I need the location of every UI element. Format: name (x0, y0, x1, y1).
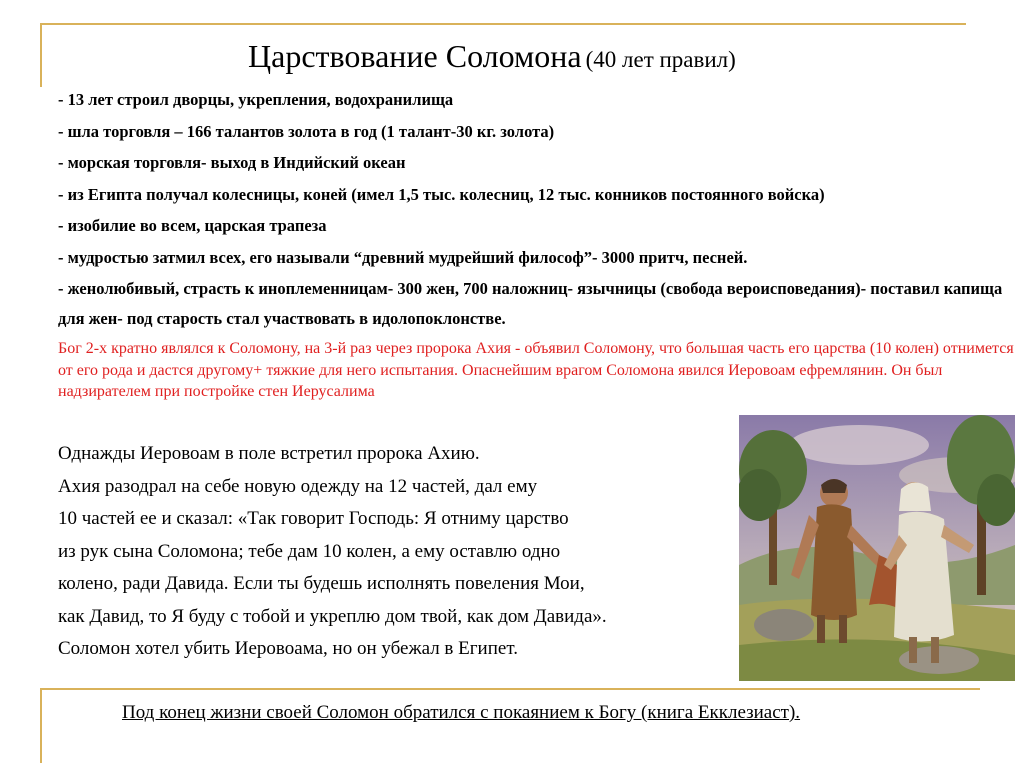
story-line: Соломон хотел убить Иеровоама, но он убежал в Египет. (58, 638, 518, 659)
story-line: 10 частей ее и сказал: «Так говорит Господь: Я отниму царство (58, 508, 569, 529)
story-line: колено, ради Давида. Если ты будешь исполнять повеления Мои, (58, 573, 585, 594)
story-line: как Давид, то Я буду с тобой и укреплю дом твой, как дом Давида». (58, 605, 607, 627)
slide-title (248, 38, 736, 75)
frame-left-bottom-line (40, 688, 42, 763)
story-line: Ахия разодрал на себе новую одежду на 12 частей, дал ему (58, 475, 538, 497)
slide-title-sub: (40 лет правил) (585, 47, 736, 72)
bullet-item: - 13 лет строил дворцы, укрепления, водохранилища (58, 90, 454, 109)
bullet-list (58, 84, 1008, 334)
prophet-illustration (739, 415, 1015, 681)
footer-note: Под конец жизни своей Соломон обратился с покаянием к Богу (книга Екклезиаст). (122, 702, 801, 723)
story-line: Однажды Иеровоам в поле встретил пророка Ахию. (58, 443, 480, 464)
bullet-item: - из Египта получал колесницы, коней (имел 1,5 тыс. колесниц, 12 тыс. конников постоянного войска) (58, 184, 825, 204)
frame-top-line (40, 23, 966, 25)
bullet-item: - морская торговля- выход в Индийский океан (58, 153, 406, 172)
bullet-item: - женолюбивый, страсть к иноплеменницам- 300 жен, 700 наложниц- язычницы (свобода вероисповедания)- поставил капища для жен- под старость стал участвовать в идолопоклонстве. (58, 279, 1003, 328)
red-paragraph: Бог 2-х кратно являлся к Соломону, на 3-й раз через пророка Ахия - объявил Соломону, что большая часть его царства (10 колен) отнимется от его рода и дастся другому+ тяжкие для него испытания. Опаснейшим врагом Соломона явился Иеровоам ефремлянин. Он был надзирателем при постройке стен Иерусалима (58, 340, 1014, 400)
story-text (58, 438, 738, 666)
bullet-item: - изобилие во всем, царская трапеза (58, 216, 327, 235)
bullet-item: - шла торговля – 166 талантов золота в год (1 талант-30 кг. золота) (58, 121, 555, 141)
slide-title-main: Царствование Соломона (248, 38, 582, 74)
frame-bottom-line (40, 688, 980, 690)
story-line: из рук сына Соломона; тебе дам 10 колен, а ему оставлю одно (58, 540, 561, 562)
bullet-item: - мудростью затмил всех, его называли “древний мудрейший философ”- 3000 притч, песней. (58, 247, 748, 267)
frame-left-top-line (40, 23, 42, 87)
